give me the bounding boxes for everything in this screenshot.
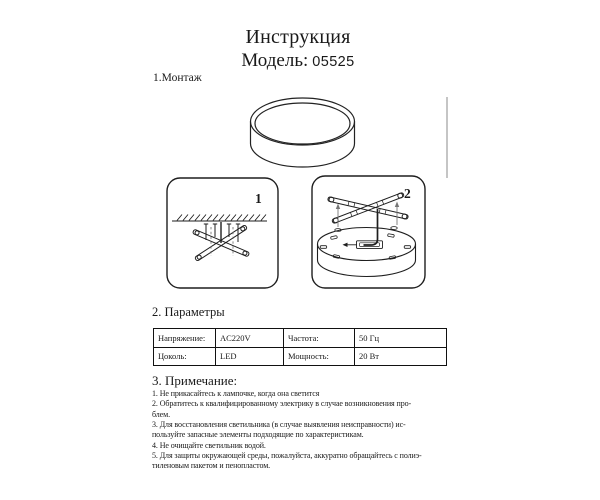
mounting-bracket-cross [192, 225, 249, 262]
section-parameters-heading: 2. Параметры [152, 305, 225, 319]
note-line: 1. Не прикасайтесь к лампочке, когда она светится [152, 389, 320, 398]
param-frequency-value: 50 Гц [355, 329, 447, 348]
model-label: Модель: [241, 50, 309, 71]
param-voltage-label: Напряжение: [154, 329, 216, 348]
param-frequency-label: Частота: [284, 329, 355, 348]
terminal-block [343, 241, 383, 249]
ceiling-lamp-drawing [251, 98, 355, 167]
param-socket-label: Цоколь: [154, 347, 216, 366]
step2-number: 2 [404, 186, 411, 201]
note-line: 4. Не очищайте светильник водой. [152, 440, 266, 450]
step1-number: 1 [255, 191, 262, 206]
section-montage-heading: 1.Монтаж [153, 72, 202, 84]
notes-list [152, 389, 422, 472]
step2-panel [312, 176, 425, 288]
note-line: 3. Для восстановления светильника (в случае выявления неисправности) ис- [152, 420, 406, 430]
model-number: 05525 [312, 54, 355, 70]
parameters-table [153, 328, 447, 366]
power-wire [364, 209, 378, 245]
param-socket-value: LED [216, 347, 284, 366]
alignment-arrows [335, 202, 399, 232]
base-slots [320, 234, 411, 260]
step1-panel [167, 178, 278, 288]
note-line: тиленовым пакетом и пенопластом. [152, 461, 271, 471]
param-power-label: Мощность: [284, 347, 355, 366]
bracket-cross [328, 192, 409, 224]
table-row [154, 347, 447, 366]
table-row [154, 329, 447, 348]
note-line: 2. Обратитесь к квалифицированному электрику в случае возникновения про- [152, 399, 412, 409]
model-line [0, 50, 596, 72]
section-notes-heading: 3. Примечание: [152, 373, 238, 388]
param-voltage-value: AC220V [216, 329, 284, 348]
note-line: блем. [152, 409, 170, 419]
lamp-base [318, 209, 416, 276]
page-title: Инструкция [245, 26, 351, 48]
ceiling-hatching [177, 215, 266, 221]
note-line: 5. Для защиты окружающей среды, пожалуйста, аккуратно обращайтесь с полиэ- [152, 451, 422, 461]
ceiling-screws [204, 222, 240, 243]
param-power-value: 20 Вт [355, 347, 447, 366]
note-line: пользуйте запасные элементы подходящие по характеристикам. [152, 430, 364, 440]
